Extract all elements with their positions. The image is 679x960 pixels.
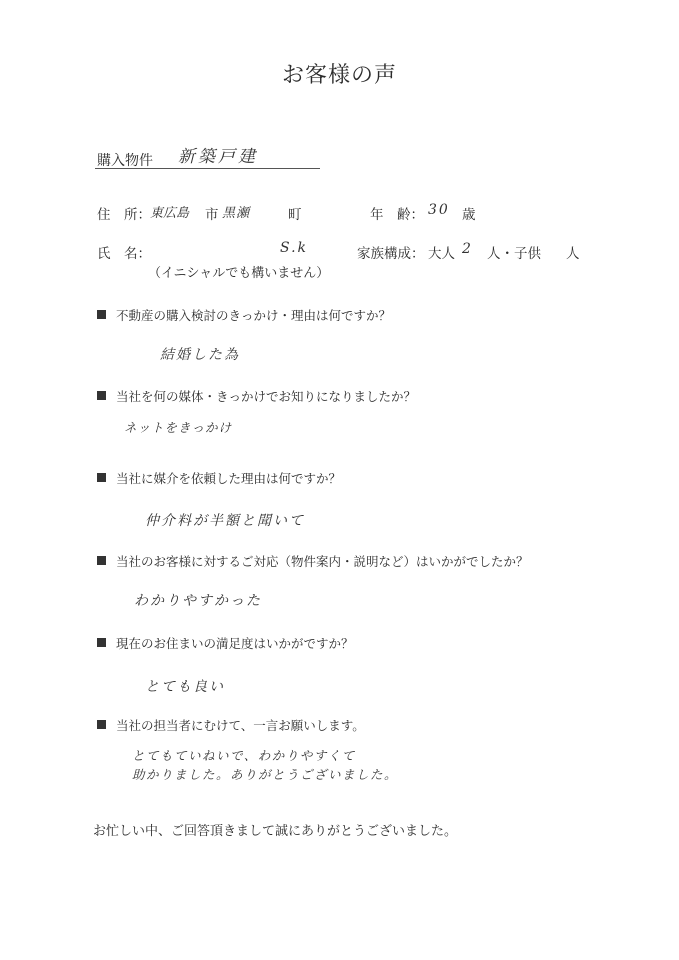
question-1 [97,306,391,324]
age-label: 年 齢： [370,207,424,223]
family-adults-suffix: 人・子供 [487,246,541,262]
question-2-text: 当社を何の媒体・きっかけでお知りになりましたか？ [116,389,417,404]
answer-4: わかりやすかった [134,593,262,609]
bullet-square-icon [97,391,106,400]
address-town-suffix: 町 [288,207,302,223]
address-label: 住 所： [97,207,151,223]
question-4 [97,552,529,570]
age-value: 30 [428,202,450,218]
name-value: S.k [280,240,309,256]
property-underline [95,168,320,169]
page-title: お客様の声 [281,63,397,88]
address-city: 東広島 [150,206,190,221]
name-note: （イニシャルでも構いません） [148,266,330,281]
property-label: 購入物件 [97,153,153,169]
bullet-square-icon [97,720,106,729]
answer-2: ネットをきっかけ [124,420,233,435]
address-city-suffix: 市 [205,207,219,223]
answer-6-line-1: とてもていねいで、わかりやすくて [132,748,356,763]
bullet-square-icon [97,310,106,319]
answer-1: 結婚した為 [160,347,240,363]
answer-5: とても良い [145,679,225,695]
question-6 [97,716,365,734]
answer-3: 仲介料が半額と聞いて [145,513,305,529]
bullet-square-icon [97,638,106,647]
age-suffix: 歳 [462,207,476,223]
closing-message: お忙しい中、ご回答頂きまして誠にありがとうございました。 [93,824,458,839]
bullet-square-icon [97,473,106,482]
family-adults-prefix: 大人 [428,246,455,262]
question-2 [97,387,416,405]
question-6-text: 当社の担当者にむけて、一言お願いします。 [116,718,365,733]
family-label: 家族構成： [357,246,425,262]
question-3 [97,469,341,487]
question-5-text: 現在のお住まいの満足度はいかがですか？ [116,636,354,651]
bullet-square-icon [97,556,106,565]
question-4-text: 当社のお客様に対するご対応（物件案内・説明など）はいかがでしたか？ [116,554,529,569]
name-label: 氏 名： [97,246,151,262]
family-adults: 2 [462,241,473,257]
property-value: 新築戸建 [178,147,258,167]
question-3-text: 当社に媒介を依頼した理由は何ですか？ [116,471,342,486]
address-town: 黒瀬 [222,206,251,221]
answer-6-line-2: 助かりました。ありがとうございました。 [132,767,399,782]
family-children-suffix: 人 [566,246,580,262]
question-5 [97,634,354,652]
question-1-text: 不動産の購入検討のきっかけ・理由は何ですか？ [116,308,392,323]
